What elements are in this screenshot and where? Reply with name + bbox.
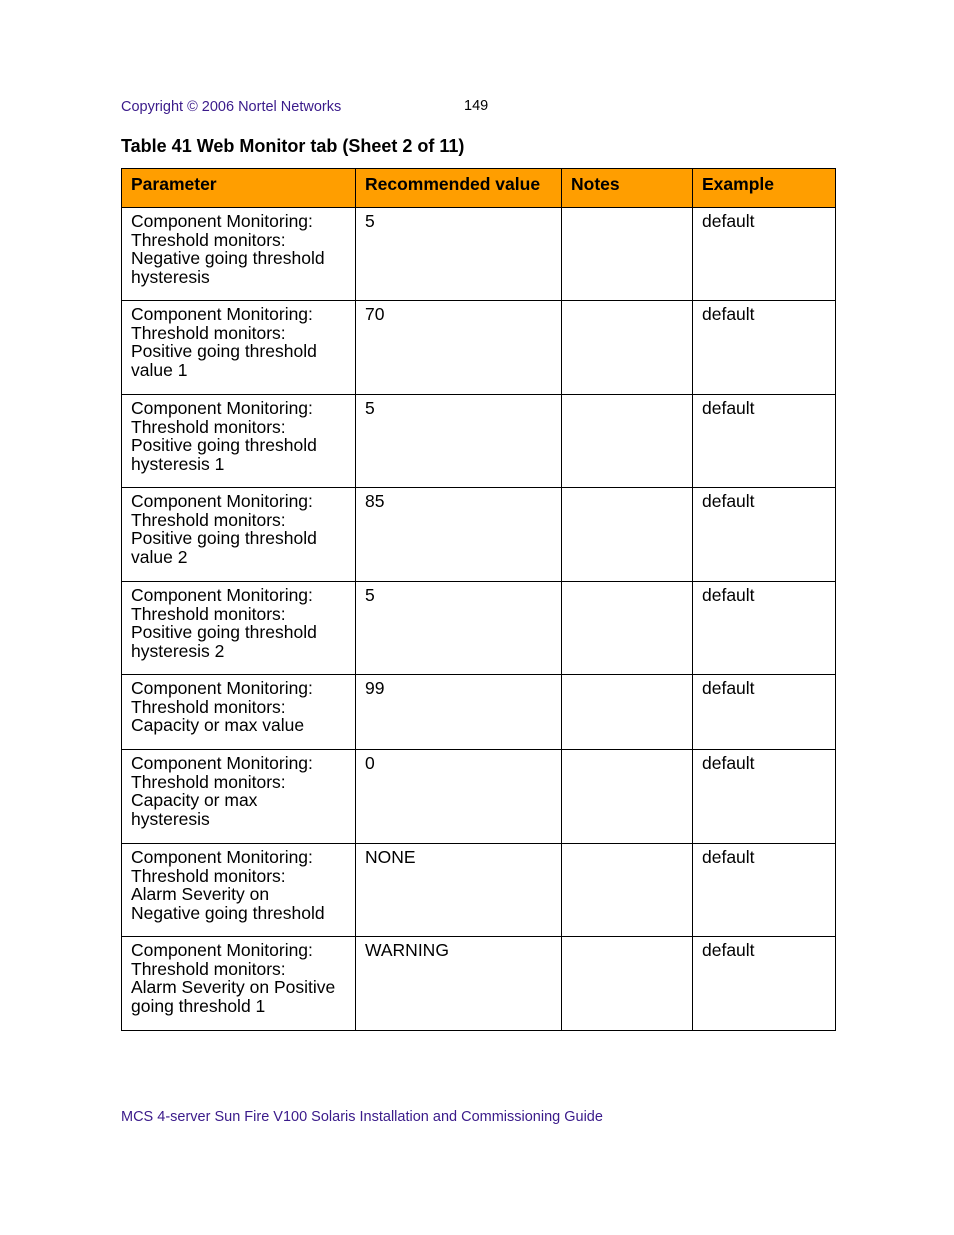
notes-cell <box>562 675 693 750</box>
example-cell: default <box>693 395 836 488</box>
example-cell: default <box>693 301 836 395</box>
column-header-example: Example <box>693 169 836 208</box>
document-footer: MCS 4-server Sun Fire V100 Solaris Installation and Commissioning Guide <box>121 1109 603 1125</box>
example-cell: default <box>693 582 836 675</box>
web-monitor-table <box>121 168 836 1031</box>
table-row <box>122 488 836 582</box>
notes-cell <box>562 844 693 937</box>
example-cell: default <box>693 488 836 582</box>
table-row <box>122 750 836 844</box>
recommended-value-cell: 99 <box>356 675 562 750</box>
parameter-cell: Component Monitoring: Threshold monitors: Capacity or max hysteresis <box>122 750 356 844</box>
notes-cell <box>562 395 693 488</box>
recommended-value-cell: 85 <box>356 488 562 582</box>
page-number: 149 <box>464 98 489 114</box>
parameter-cell: Component Monitoring: Threshold monitors: Positive going threshold value 1 <box>122 301 356 395</box>
example-cell: default <box>693 208 836 301</box>
notes-cell <box>562 301 693 395</box>
notes-cell <box>562 488 693 582</box>
parameter-cell: Component Monitoring: Threshold monitors: Capacity or max value <box>122 675 356 750</box>
recommended-value-cell: 5 <box>356 208 562 301</box>
table-row <box>122 395 836 488</box>
recommended-value-cell: 0 <box>356 750 562 844</box>
recommended-value-cell: WARNING <box>356 937 562 1031</box>
recommended-value-cell: NONE <box>356 844 562 937</box>
table-header-row <box>122 169 836 208</box>
table-caption: Table 41 Web Monitor tab (Sheet 2 of 11) <box>121 136 465 156</box>
column-header-recommended-value: Recommended value <box>356 169 562 208</box>
parameter-cell: Component Monitoring: Threshold monitors: Alarm Severity on Negative going threshold <box>122 844 356 937</box>
parameter-cell: Component Monitoring: Threshold monitors: Positive going threshold value 2 <box>122 488 356 582</box>
notes-cell <box>562 208 693 301</box>
notes-cell <box>562 582 693 675</box>
recommended-value-cell: 70 <box>356 301 562 395</box>
column-header-notes: Notes <box>562 169 693 208</box>
recommended-value-cell: 5 <box>356 395 562 488</box>
recommended-value-cell: 5 <box>356 582 562 675</box>
table-row <box>122 844 836 937</box>
parameter-cell: Component Monitoring: Threshold monitors: Alarm Severity on Positive going threshold 1 <box>122 937 356 1031</box>
table-row <box>122 301 836 395</box>
table-row <box>122 208 836 301</box>
parameter-cell: Component Monitoring: Threshold monitors: Positive going threshold hysteresis 1 <box>122 395 356 488</box>
table-row <box>122 582 836 675</box>
example-cell: default <box>693 750 836 844</box>
notes-cell <box>562 937 693 1031</box>
table-body <box>122 208 836 1031</box>
column-header-parameter: Parameter <box>122 169 356 208</box>
parameter-cell: Component Monitoring: Threshold monitors: Positive going threshold hysteresis 2 <box>122 582 356 675</box>
example-cell: default <box>693 675 836 750</box>
copyright-notice: Copyright © 2006 Nortel Networks <box>121 99 342 115</box>
parameter-cell: Component Monitoring: Threshold monitors: Negative going threshold hysteresis <box>122 208 356 301</box>
example-cell: default <box>693 844 836 937</box>
table-row <box>122 937 836 1031</box>
notes-cell <box>562 750 693 844</box>
table-row <box>122 675 836 750</box>
example-cell: default <box>693 937 836 1031</box>
